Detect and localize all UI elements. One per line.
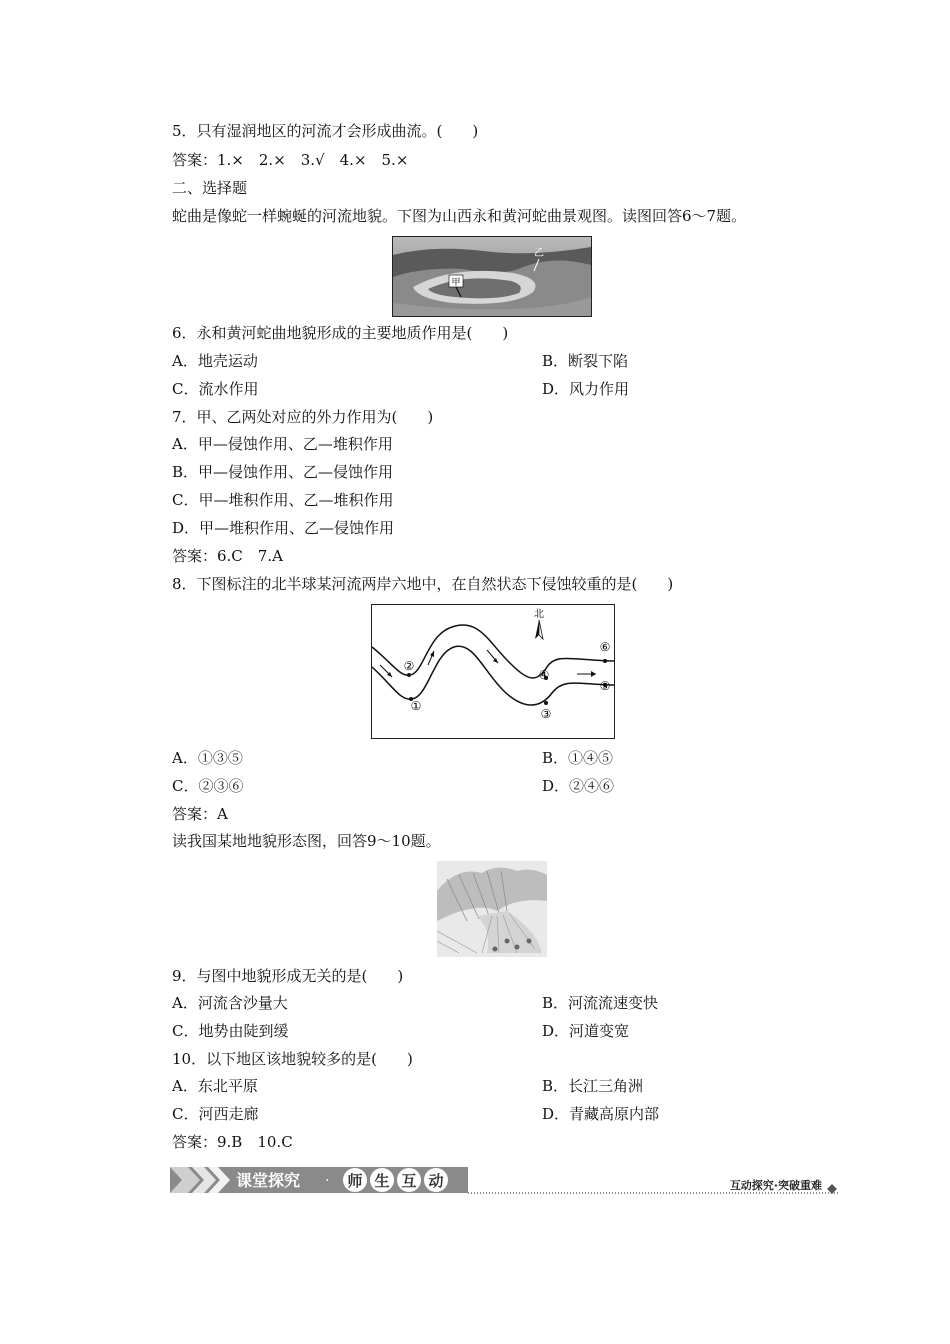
point-6: ⑥ (599, 640, 611, 654)
meander-photo (392, 236, 592, 317)
svg-text:·: · (325, 1173, 330, 1189)
intro-9-10: 读我国某地地貌形态图，回答9～10题。 (172, 832, 441, 850)
question-7: 7．甲、乙两处对应的外力作用为( ) (172, 408, 434, 426)
section-banner (170, 1165, 840, 1197)
north-arrow-icon (535, 620, 539, 639)
q7-option-b: B．甲—侵蚀作用、乙—侵蚀作用 (172, 463, 394, 481)
point-5: ⑤ (599, 679, 611, 693)
banner-right-text: 互动探究·突破重难 (729, 1179, 822, 1192)
q9-option-c: C．地势由陡到缓 (172, 1022, 289, 1040)
question-9: 9．与图中地貌形成无关的是( ) (172, 967, 404, 985)
answer-8: 答案：A (172, 805, 228, 823)
q9-option-b: B．河流流速变快 (542, 994, 659, 1012)
q7-option-d: D．甲—堆积作用、乙—侵蚀作用 (172, 519, 395, 537)
question-10: 10．以下地区该地貌较多的是( ) (172, 1050, 413, 1068)
landform-sketch (437, 861, 547, 957)
question-6: 6．永和黄河蛇曲地貌形成的主要地质作用是( ) (172, 324, 509, 342)
label-yi: 乙 (534, 248, 544, 259)
q8-option-a: A．①③⑤ (172, 749, 243, 767)
answer-6-7: 答案：6.C 7.A (172, 547, 283, 565)
banner-title: 课堂探究 (236, 1171, 301, 1190)
answer-1-5: 答案：1.× 2.× 3.√ 4.× 5.× (172, 151, 409, 169)
question-5: 5．只有湿润地区的河流才会形成曲流。( ) (172, 122, 479, 140)
q9-option-d: D．河道变宽 (542, 1022, 630, 1040)
question-8: 8．下图标注的北半球某河流两岸六地中，在自然状态下侵蚀较重的是( ) (172, 575, 674, 593)
q6-option-d: D．风力作用 (542, 380, 630, 398)
q9-option-a: A．河流含沙量大 (172, 994, 288, 1012)
svg-text:生: 生 (374, 1172, 390, 1190)
q10-option-b: B．长江三角洲 (542, 1077, 644, 1095)
point-3: ③ (540, 707, 552, 721)
point-4: ④ (538, 668, 550, 682)
river-diagram (371, 604, 615, 739)
label-jia: 甲 (451, 278, 461, 288)
svg-text:师: 师 (347, 1172, 363, 1190)
q7-option-c: C．甲—堆积作用、乙—堆积作用 (172, 491, 394, 509)
answer-9-10: 答案：9.B 10.C (172, 1133, 293, 1151)
q8-option-d: D．②④⑥ (542, 777, 615, 795)
north-label: 北 (534, 609, 544, 620)
point-2: ② (403, 659, 415, 673)
section-heading: 二、选择题 (172, 179, 248, 197)
q6-option-a: A．地壳运动 (172, 352, 258, 370)
q10-option-c: C．河西走廊 (172, 1105, 259, 1123)
q7-option-a: A．甲—侵蚀作用、乙—堆积作用 (172, 435, 393, 453)
q6-option-b: B．断裂下陷 (542, 352, 629, 370)
q10-option-d: D．青藏高原内部 (542, 1105, 660, 1123)
svg-text:互: 互 (401, 1172, 417, 1190)
q10-option-a: A．东北平原 (172, 1077, 258, 1095)
q6-option-c: C．流水作用 (172, 380, 259, 398)
point-1: ① (410, 699, 422, 713)
q8-option-b: B．①④⑤ (542, 749, 614, 767)
svg-text:动: 动 (428, 1172, 444, 1190)
intro-6-7: 蛇曲是像蛇一样蜿蜒的河流地貌。下图为山西永和黄河蛇曲景观图。读图回答6～7题。 (172, 207, 747, 225)
q8-option-c: C．②③⑥ (172, 777, 244, 795)
